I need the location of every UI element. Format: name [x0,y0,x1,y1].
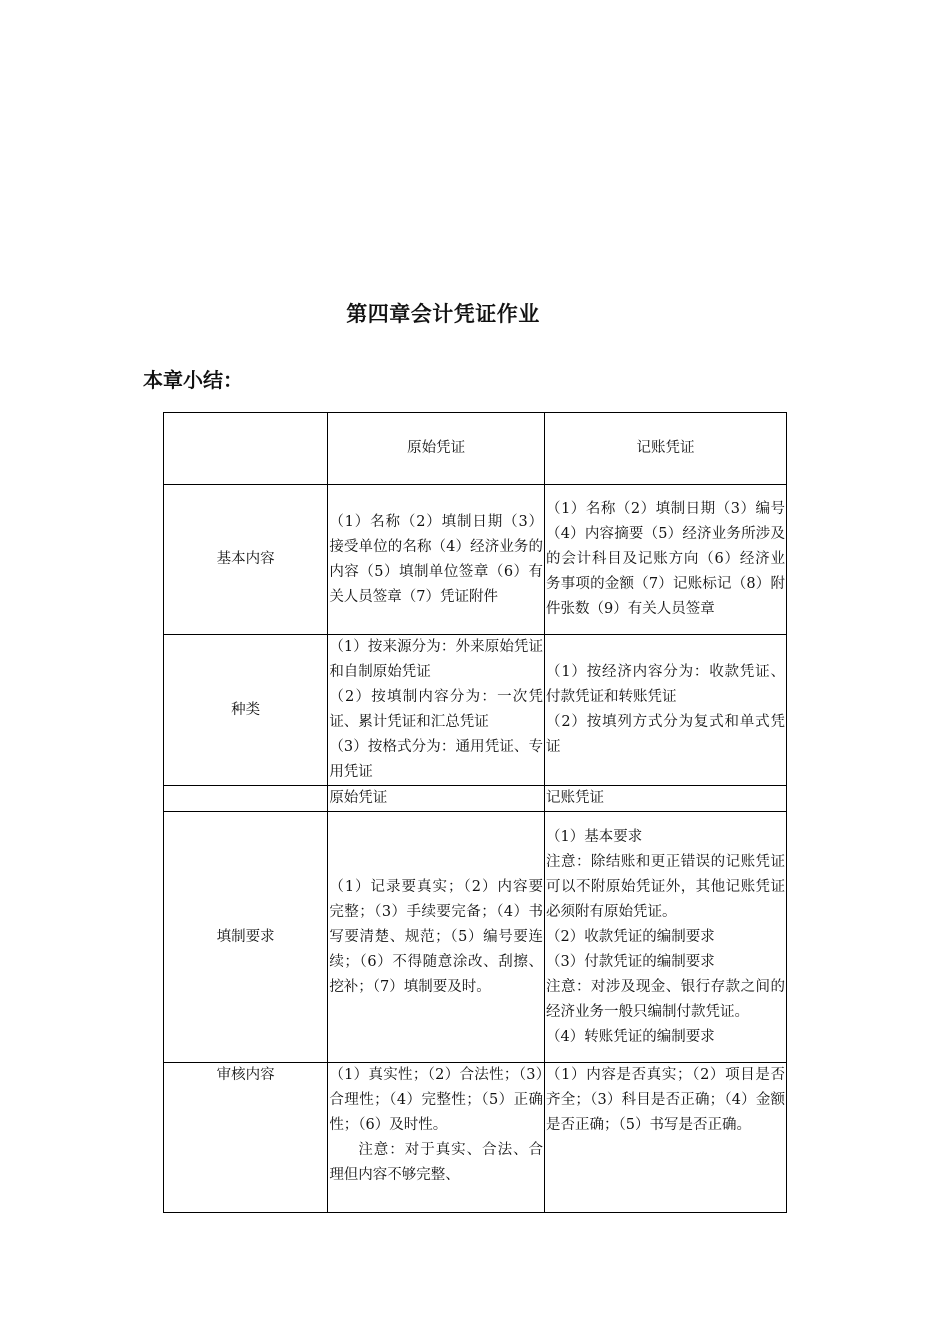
table-row [164,485,787,635]
fill-bookkeeping-line: （2）收款凭证的编制要求 [546,928,715,945]
row-label-audit: 审核内容 [164,1063,328,1213]
row-label-basic: 基本内容 [164,485,328,635]
types-original-line: （1）按来源分为：外来原始凭证和自制原始凭证 [329,639,544,680]
audit-original-text: （1）真实性；（2）合法性；（3）合理性；（4）完整性；（5）正确性；（6）及时性。 [329,1067,544,1133]
table-row [164,1063,787,1213]
table-header-row [164,413,787,485]
fill-bookkeeping-line: 注意：对涉及现金、银行存款之间的经济业务一般只编制付款凭证。 [546,978,785,1020]
subheader-original-voucher: 原始凭证 [328,786,545,812]
types-original-line: （2）按填制内容分为：一次凭证、累计凭证和汇总凭证 [329,689,544,730]
header-bookkeeping-voucher: 记账凭证 [545,413,787,485]
header-original-voucher: 原始凭证 [328,413,545,485]
fill-original-cell: （1）记录要真实；（2）内容要完整；（3）手续要完备；（4）书写要清楚、规范；（5）编号要连续；（6）不得随意涂改、刮擦、挖补；（7）填制要及时。 [328,812,545,1063]
basic-original-cell: （1）名称（2）填制日期（3）接受单位的名称（4）经济业务的内容（5）填制单位签章（6）有关人员签章（7）凭证附件 [328,485,545,635]
audit-original-note: 注意：对于真实、合法、合理但内容不够完整、 [329,1142,544,1183]
types-original-line: （3）按格式分为：通用凭证、专用凭证 [329,739,544,780]
table-subheader-row [164,786,787,812]
audit-original-cell [328,1063,545,1213]
section-heading: 本章小结： [143,368,243,392]
basic-bookkeeping-cell: （1）名称（2）填制日期（3）编号（4）内容摘要（5）经济业务所涉及的会计科目及记账方向（6）经济业务事项的金额（7）记账标记（8）附件张数（9）有关人员签章 [545,485,787,635]
row-label-types: 种类 [164,635,328,786]
row-label-fill: 填制要求 [164,812,328,1063]
types-original-cell [328,635,545,786]
summary-table [163,412,787,1213]
subheader-corner-cell [164,786,328,812]
page-title: 第四章会计凭证作业 [346,302,540,326]
header-corner-cell [164,413,328,485]
fill-bookkeeping-line: （3）付款凭证的编制要求 [546,953,715,970]
audit-bookkeeping-cell: （1）内容是否真实；（2）项目是否齐全；（3）科目是否正确；（4）金额是否正确；（5）书写是否正确。 [545,1063,787,1213]
fill-bookkeeping-cell [545,812,787,1063]
types-bookkeeping-line: （1）按经济内容分为：收款凭证、付款凭证和转账凭证 [546,664,785,705]
fill-bookkeeping-line: （1）基本要求 [546,828,643,845]
fill-bookkeeping-line: （4）转账凭证的编制要求 [546,1028,715,1045]
table-row [164,812,787,1063]
types-bookkeeping-cell [545,635,787,786]
subheader-bookkeeping-voucher: 记账凭证 [545,786,787,812]
types-bookkeeping-line: （2）按填列方式分为复式和单式凭证 [546,714,785,755]
fill-bookkeeping-line: 注意：除结账和更正错误的记账凭证可以不附原始凭证外，其他记账凭证必须附有原始凭证。 [546,853,785,920]
table-row [164,635,787,786]
